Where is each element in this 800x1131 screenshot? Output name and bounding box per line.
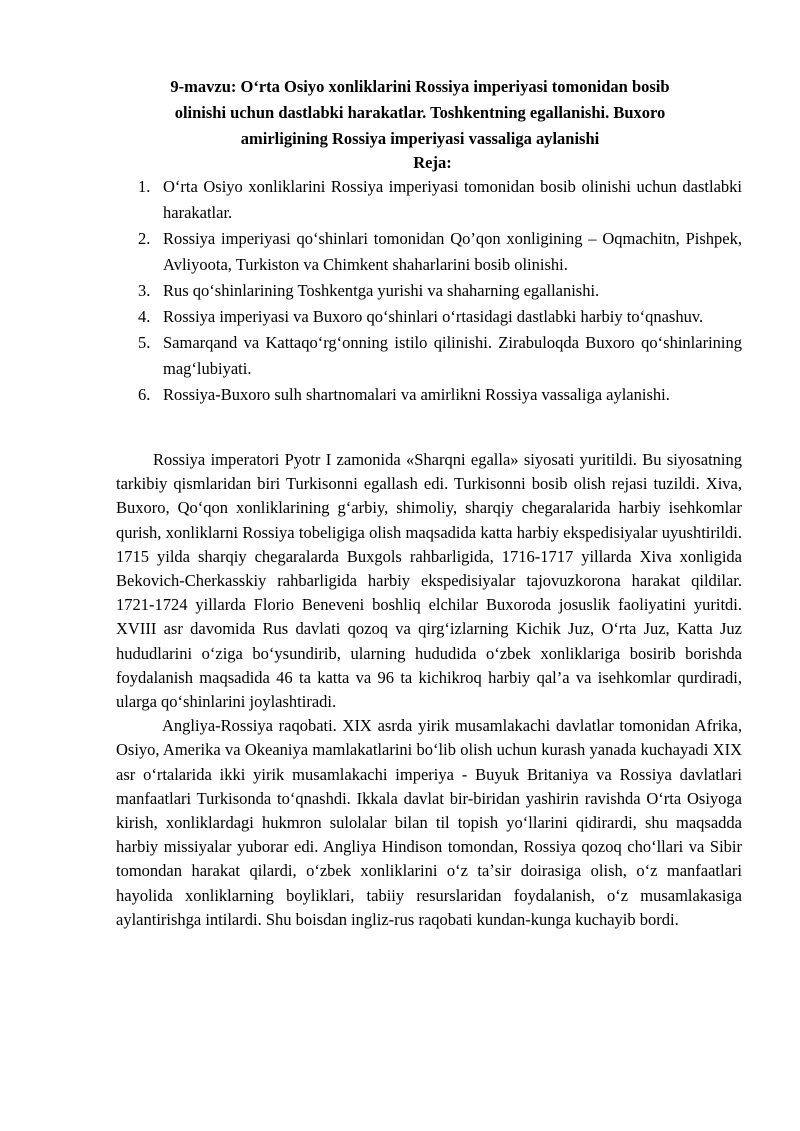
plan-item-text: Rossiya imperiyasi qoʻshinlari tomonidan Qo’qon xonligining – Oqmachitn, Pishpek, Avliyoota, Turkiston va Chimkent shaharlarini bosib olinishi.: [163, 229, 742, 274]
plan-item: [138, 330, 742, 382]
plan-item-number: 5.: [138, 333, 151, 352]
plan-item: [138, 382, 742, 408]
plan-item-number: 6.: [138, 385, 151, 404]
plan-item-number: 3.: [138, 281, 151, 300]
plan-item: [138, 278, 742, 304]
body-paragraph: Rossiya imperatori Pyotr I zamonida «Sharqni egalla» siyosati yuritildi. Bu siyosatning tarkibiy qismlaridan biri Turkisonni egallash edi. Turkisonni bosib olish rejasi tuzildi. Xiva, Buxoro, Qoʻqon xonliklarining gʻarbiy, shimoliy, sharqiy chegaralarida harbiy isehkomlar qurish, xonliklarni Rossiya tobeligiga olish maqsadida katta harbiy ekspedisiyalar uyushtirildi. 1715 yilda sharqiy chegaralarda Buxgols rahbarligida, 1716-1717 yillarda Xiva xonligida Bekovich-Cherkasskiy rahbarligida harbiy ekspedisiyalar tajovuzkorona harakat qildilar. 1721-1724 yillarda Florio Beneveni boshliq elchilar Buxoroda josuslik faoliyatini yuritdi. XVIII asr davomida Rus davlati qozoq va qirgʻizlarning Kichik Juz, Oʻrta Juz, Katta Juz hududlarini oʻziga boʻysundirib, ularning hududida oʻzbek xonliklariga bosirib borishda foydalanish maqsadida 46 ta katta va 96 ta kichikroq harbiy qal’a va isehkomlar qurdiradi, ularga qoʻshinlarini joylashtiradi.: [116, 450, 742, 712]
body-paragraph: Angliya-Rossiya raqobati. XIX asrda yirik musamlakachi davlatlar tomonidan Afrika, Osiyo, Amerika va Okeaniya mamlakatlarini boʻlib olish uchun kurash yanada kuchayadi XIX asr oʻrtalarida ikki yirik musamlakachi imperiya - Buyuk Britaniya va Rossiya davlatlari manfaatlari Turkisonda toʻqnashdi. Ikkala davlat bir-biridan yashirin ravishda Oʻrta Osiyoga kirish, xonliklardagi hukmron sulolalar bilan til topish yoʻllarini qidirardi, shu maqsadda harbiy missiyalar yuborar edi. Angliya Hindison tomondan, Rossiya qozoq choʻllari va Sibir tomondan harakat qilardi, oʻzbek xonliklarini oʻz taʼsir doirasiga olish, oʻz manfaatlari hayolida xonliklarning boyliklari, tabiiy resurslaridan foydalanish, oʻz musamlakasiga aylantirishga intilardi. Shu boisdan ingliz-rus raqobati kundan-kunga kuchayib bordi.: [116, 716, 742, 929]
plan-item-text: Rus qoʻshinlarining Toshkentga yurishi va shaharning egallanishi.: [163, 281, 600, 300]
plan-item-text: Samarqand va Kattaqoʻrgʻonning istilo qilinishi. Zirabuloqda Buxoro qoʻshinlarining magʻlubiyati.: [163, 333, 742, 378]
title-line: olinishi uchun dastlabki harakatlar. Toshkentning egallanishi. Buxoro: [174, 103, 666, 122]
document-title: [120, 74, 720, 152]
plan-item-number: 4.: [138, 307, 151, 326]
plan-item-number: 1.: [138, 177, 151, 196]
title-line: amirligining Rossiya imperiyasi vassaliga aylanishi: [240, 129, 600, 148]
plan-item-text: Oʻrta Osiyo xonliklarini Rossiya imperiyasi tomonidan bosib olinishi uchun dastlabki harakatlar.: [163, 177, 742, 222]
plan-item: [138, 304, 742, 330]
document-body: [116, 448, 742, 932]
plan-heading: Reja:: [413, 153, 452, 172]
plan-item-text: Rossiya-Buxoro sulh shartnomalari va amirlikni Rossiya vassaliga aylanishi.: [163, 385, 670, 404]
plan-item-number: 2.: [138, 229, 151, 248]
plan-item: [138, 226, 742, 278]
title-line: 9-mavzu: Oʻrta Osiyo xonliklarini Rossiya imperiyasi tomonidan bosib: [170, 77, 670, 96]
plan-item: [138, 174, 742, 226]
plan-item-text: Rossiya imperiyasi va Buxoro qoʻshinlari oʻrtasidagi dastlabki harbiy toʻqnashuv.: [163, 307, 704, 326]
plan-list: [138, 174, 742, 408]
